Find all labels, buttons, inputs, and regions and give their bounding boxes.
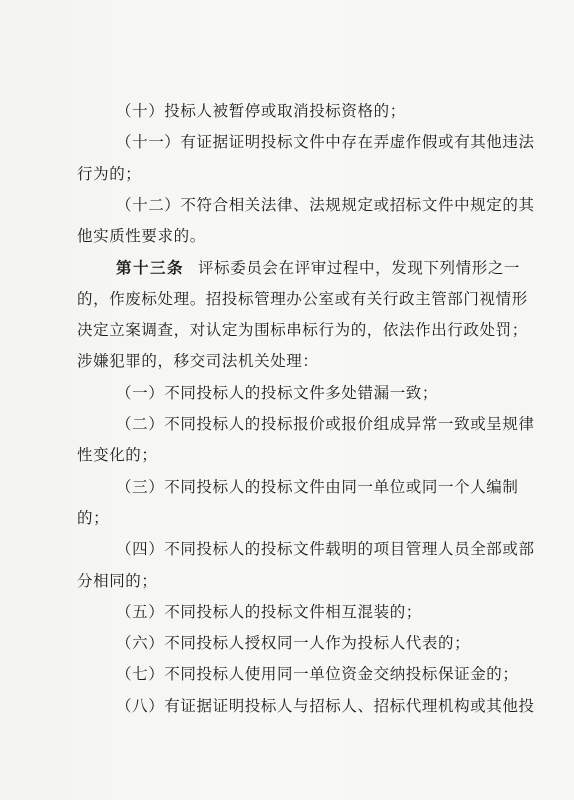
item-12-line-2: 他实质性要求的。 [77,227,206,245]
article-13-line-2: 的，作废标处理。招投标管理办公室或有关行政主管部门视情形 [77,290,528,308]
sub-item-4-line-1: （四）不同投标人的投标文件载明的项目管理人员全部或部 [116,540,535,558]
article-number: 第十三条 [116,258,185,277]
item-12-line-1: （十二）不符合相关法律、法规规定或招标文件中规定的其 [116,196,535,214]
article-13-line-3: 决定立案调查，对认定为围标串标行为的，依法作出行政处罚； [77,321,528,339]
sub-item-5: （五）不同投标人的投标文件相互混装的； [116,603,422,621]
sub-item-2-line-1: （二）不同投标人的投标报价或报价组成异常一致或呈规律 [116,415,535,433]
article-13-heading [116,258,520,278]
sub-item-3-line-2: 的； [77,509,110,527]
sub-item-8: （八）有证据证明投标人与招标人、招标代理机构或其他投 [116,697,535,715]
article-13-line-1: 评标委员会在评审过程中，发现下列情形之一 [198,259,521,277]
sub-item-2-line-2: 性变化的； [77,446,158,464]
sub-item-6: （六）不同投标人授权同一人作为投标人代表的； [116,634,471,652]
sub-item-7: （七）不同投标人使用同一单位资金交纳投标保证金的； [116,665,519,683]
item-11-line-2: 行为的； [77,165,142,183]
article-13-line-4: 涉嫌犯罪的，移交司法机关处理： [77,352,319,370]
sub-item-1: （一）不同投标人的投标文件多处错漏一致； [116,384,439,402]
sub-item-4-line-2: 分相同的； [77,572,158,590]
item-10: （十）投标人被暂停或取消投标资格的； [116,102,406,120]
item-11-line-1: （十一）有证据证明投标文件中存在弄虚作假或有其他违法 [116,133,535,151]
sub-item-3-line-1: （三）不同投标人的投标文件由同一单位或同一个人编制 [116,478,519,496]
